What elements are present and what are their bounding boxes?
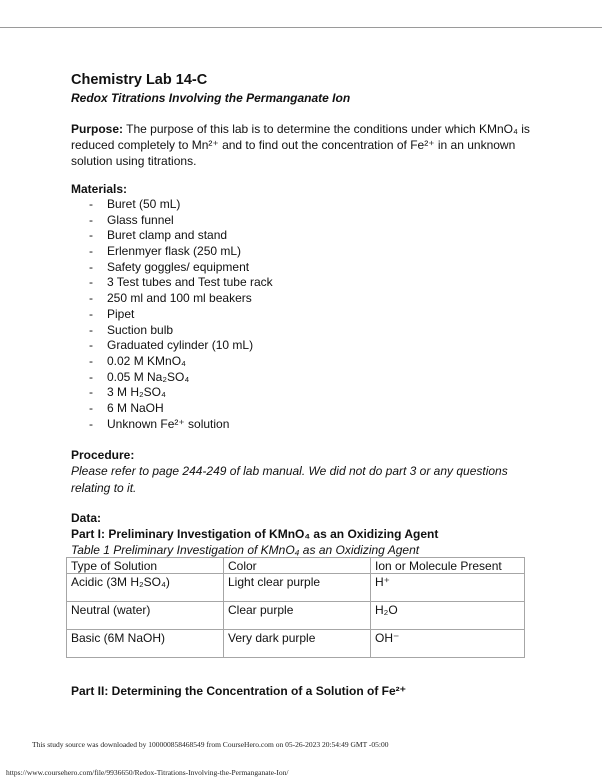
procedure-heading: Procedure: [71,448,135,462]
download-note: This study source was downloaded by 100000858468549 from CourseHero.com on 05-26-2023 20:54:49 GMT -05:00 [32,740,389,749]
table-row [67,630,525,658]
list-item: - 0.02 M KMnO₄ [89,353,186,368]
list-item: - Glass funnel [89,212,174,227]
source-url[interactable]: https://www.coursehero.com/file/9936650/Redox-Titrations-Involving-the-Permanganate-Ion/ [6,768,289,777]
list-item: - Buret clamp and stand [89,228,228,243]
table-header-row [67,558,525,574]
part1-heading: Part I: Preliminary Investigation of KMnO₄ as an Oxidizing Agent [71,527,439,541]
document-title: Chemistry Lab 14-C [71,72,208,88]
table-header-cell: Type of Solution [67,558,224,574]
part2-heading: Part II: Determining the Concentration of a Solution of Fe²⁺ [71,684,407,698]
table-header-cell: Ion or Molecule Present [371,558,525,574]
table-caption: Table 1 Preliminary Investigation of KMnO₄ as an Oxidizing Agent [71,543,420,557]
purpose-text: The purpose of this lab is to determine the conditions under which KMnO₄ is reduced completely to Mn²⁺ and to find out the concentration of Fe²⁺ in an unknown solution using titrations. [71,122,530,168]
list-item: - Graduated cylinder (10 mL) [89,338,254,353]
page-top-rule [0,27,602,28]
table-cell: Acidic (3M H₂SO₄) [67,574,224,602]
table-cell: Light clear purple [224,574,371,602]
table-cell: Neutral (water) [67,602,224,630]
materials-list [89,197,273,432]
list-item: - 3 M H₂SO₄ [89,385,166,400]
list-item: - Pipet [89,306,135,321]
data-table [66,557,525,658]
purpose-paragraph [71,121,541,169]
table-cell: H⁺ [371,574,525,602]
document-subtitle: Redox Titrations Involving the Permanganate Ion [71,91,351,105]
list-item: - 0.05 M Na₂SO₄ [89,369,190,384]
table-cell: Very dark purple [224,630,371,658]
table-cell: OH⁻ [371,630,525,658]
procedure-text: Please refer to page 244-249 of lab manual. We did not do part 3 or any questions relating to it. [71,464,508,495]
table-cell: Basic (6M NaOH) [67,630,224,658]
list-item: - 6 M NaOH [89,400,164,415]
list-item: - 250 ml and 100 ml beakers [89,291,252,306]
purpose-label: Purpose: [71,122,124,136]
table-header-cell: Color [224,558,371,574]
table-cell: H₂O [371,602,525,630]
list-item: - 3 Test tubes and Test tube rack [89,275,273,290]
table-row [67,574,525,602]
data-heading: Data: [71,511,102,525]
list-item: - Unknown Fe²⁺ solution [89,416,230,431]
table-cell: Clear purple [224,602,371,630]
list-item: - Safety goggles/ equipment [89,259,250,274]
list-item: - Buret (50 mL) [89,197,181,211]
table-row [67,602,525,630]
list-item: - Suction bulb [89,322,174,337]
materials-heading: Materials: [71,182,128,196]
list-item: - Erlenmyer flask (250 mL) [89,244,242,259]
